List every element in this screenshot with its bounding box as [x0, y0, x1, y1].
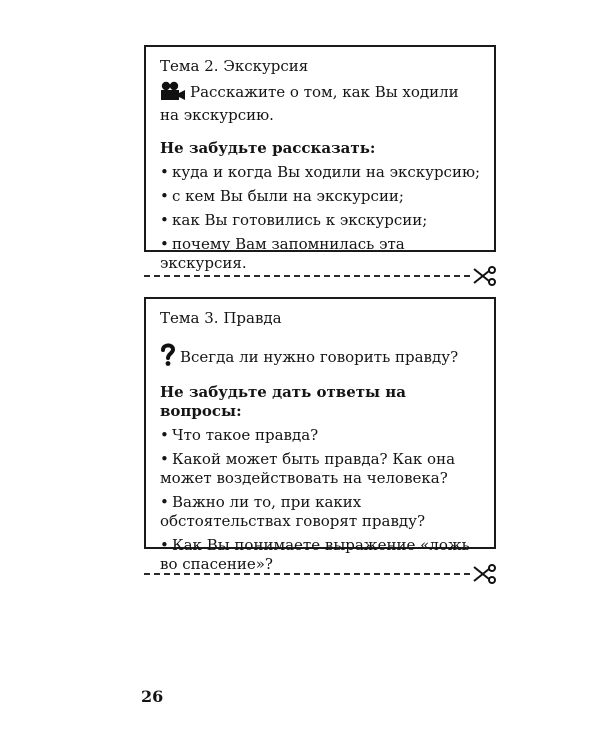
bullet: •	[160, 187, 169, 205]
bullet: •	[160, 163, 169, 181]
bullet: •	[160, 450, 169, 468]
bullet: •	[160, 536, 169, 554]
list-item: • Как Вы понимаете выражение «ложь во спасение»?	[160, 536, 470, 573]
card-prompt	[160, 81, 482, 125]
topic-card-truth	[144, 297, 496, 573]
cut-line	[144, 266, 496, 286]
dashed-divider	[144, 573, 470, 575]
topic-card-excursion	[144, 45, 496, 272]
cut-line	[144, 564, 496, 584]
points-list	[160, 426, 482, 574]
scissors-icon	[472, 564, 496, 588]
prompt-text: Всегда ли нужно говорить правду?	[180, 348, 459, 366]
list-item: • Важно ли то, при каких обстоятельствах говорят правду?	[160, 493, 426, 530]
question-mark-icon	[160, 342, 176, 371]
section-heading: Не забудьте рассказать:	[160, 139, 376, 157]
bullet: •	[160, 211, 169, 229]
list-item: • Что такое правда?	[160, 426, 319, 444]
scissors-icon	[472, 266, 496, 290]
video-camera-icon	[160, 81, 186, 106]
bullet: •	[160, 493, 169, 511]
page-number: 26	[141, 687, 164, 706]
list-item: • почему Вам запомнилась эта экскурсия.	[160, 235, 405, 272]
bullet: •	[160, 426, 169, 444]
dashed-divider	[144, 275, 470, 277]
list-item: • Какой может быть правда? Как она может воздействовать на человека?	[160, 450, 456, 487]
bullet: •	[160, 235, 169, 253]
list-item: • куда и когда Вы ходили на экскурсию;	[160, 163, 481, 181]
list-item: • как Вы готовились к экскурсии;	[160, 211, 428, 229]
list-item: • с кем Вы были на экскурсии;	[160, 187, 404, 205]
card-prompt	[160, 342, 482, 371]
card-title: Тема 2. Экскурсия	[160, 57, 309, 75]
points-list	[160, 163, 482, 273]
section-heading: Не забудьте дать ответы на вопросы:	[160, 383, 407, 420]
card-title: Тема 3. Правда	[160, 309, 282, 327]
prompt-text: Расскажите о том, как Вы ходили на экскурсию.	[160, 83, 459, 124]
